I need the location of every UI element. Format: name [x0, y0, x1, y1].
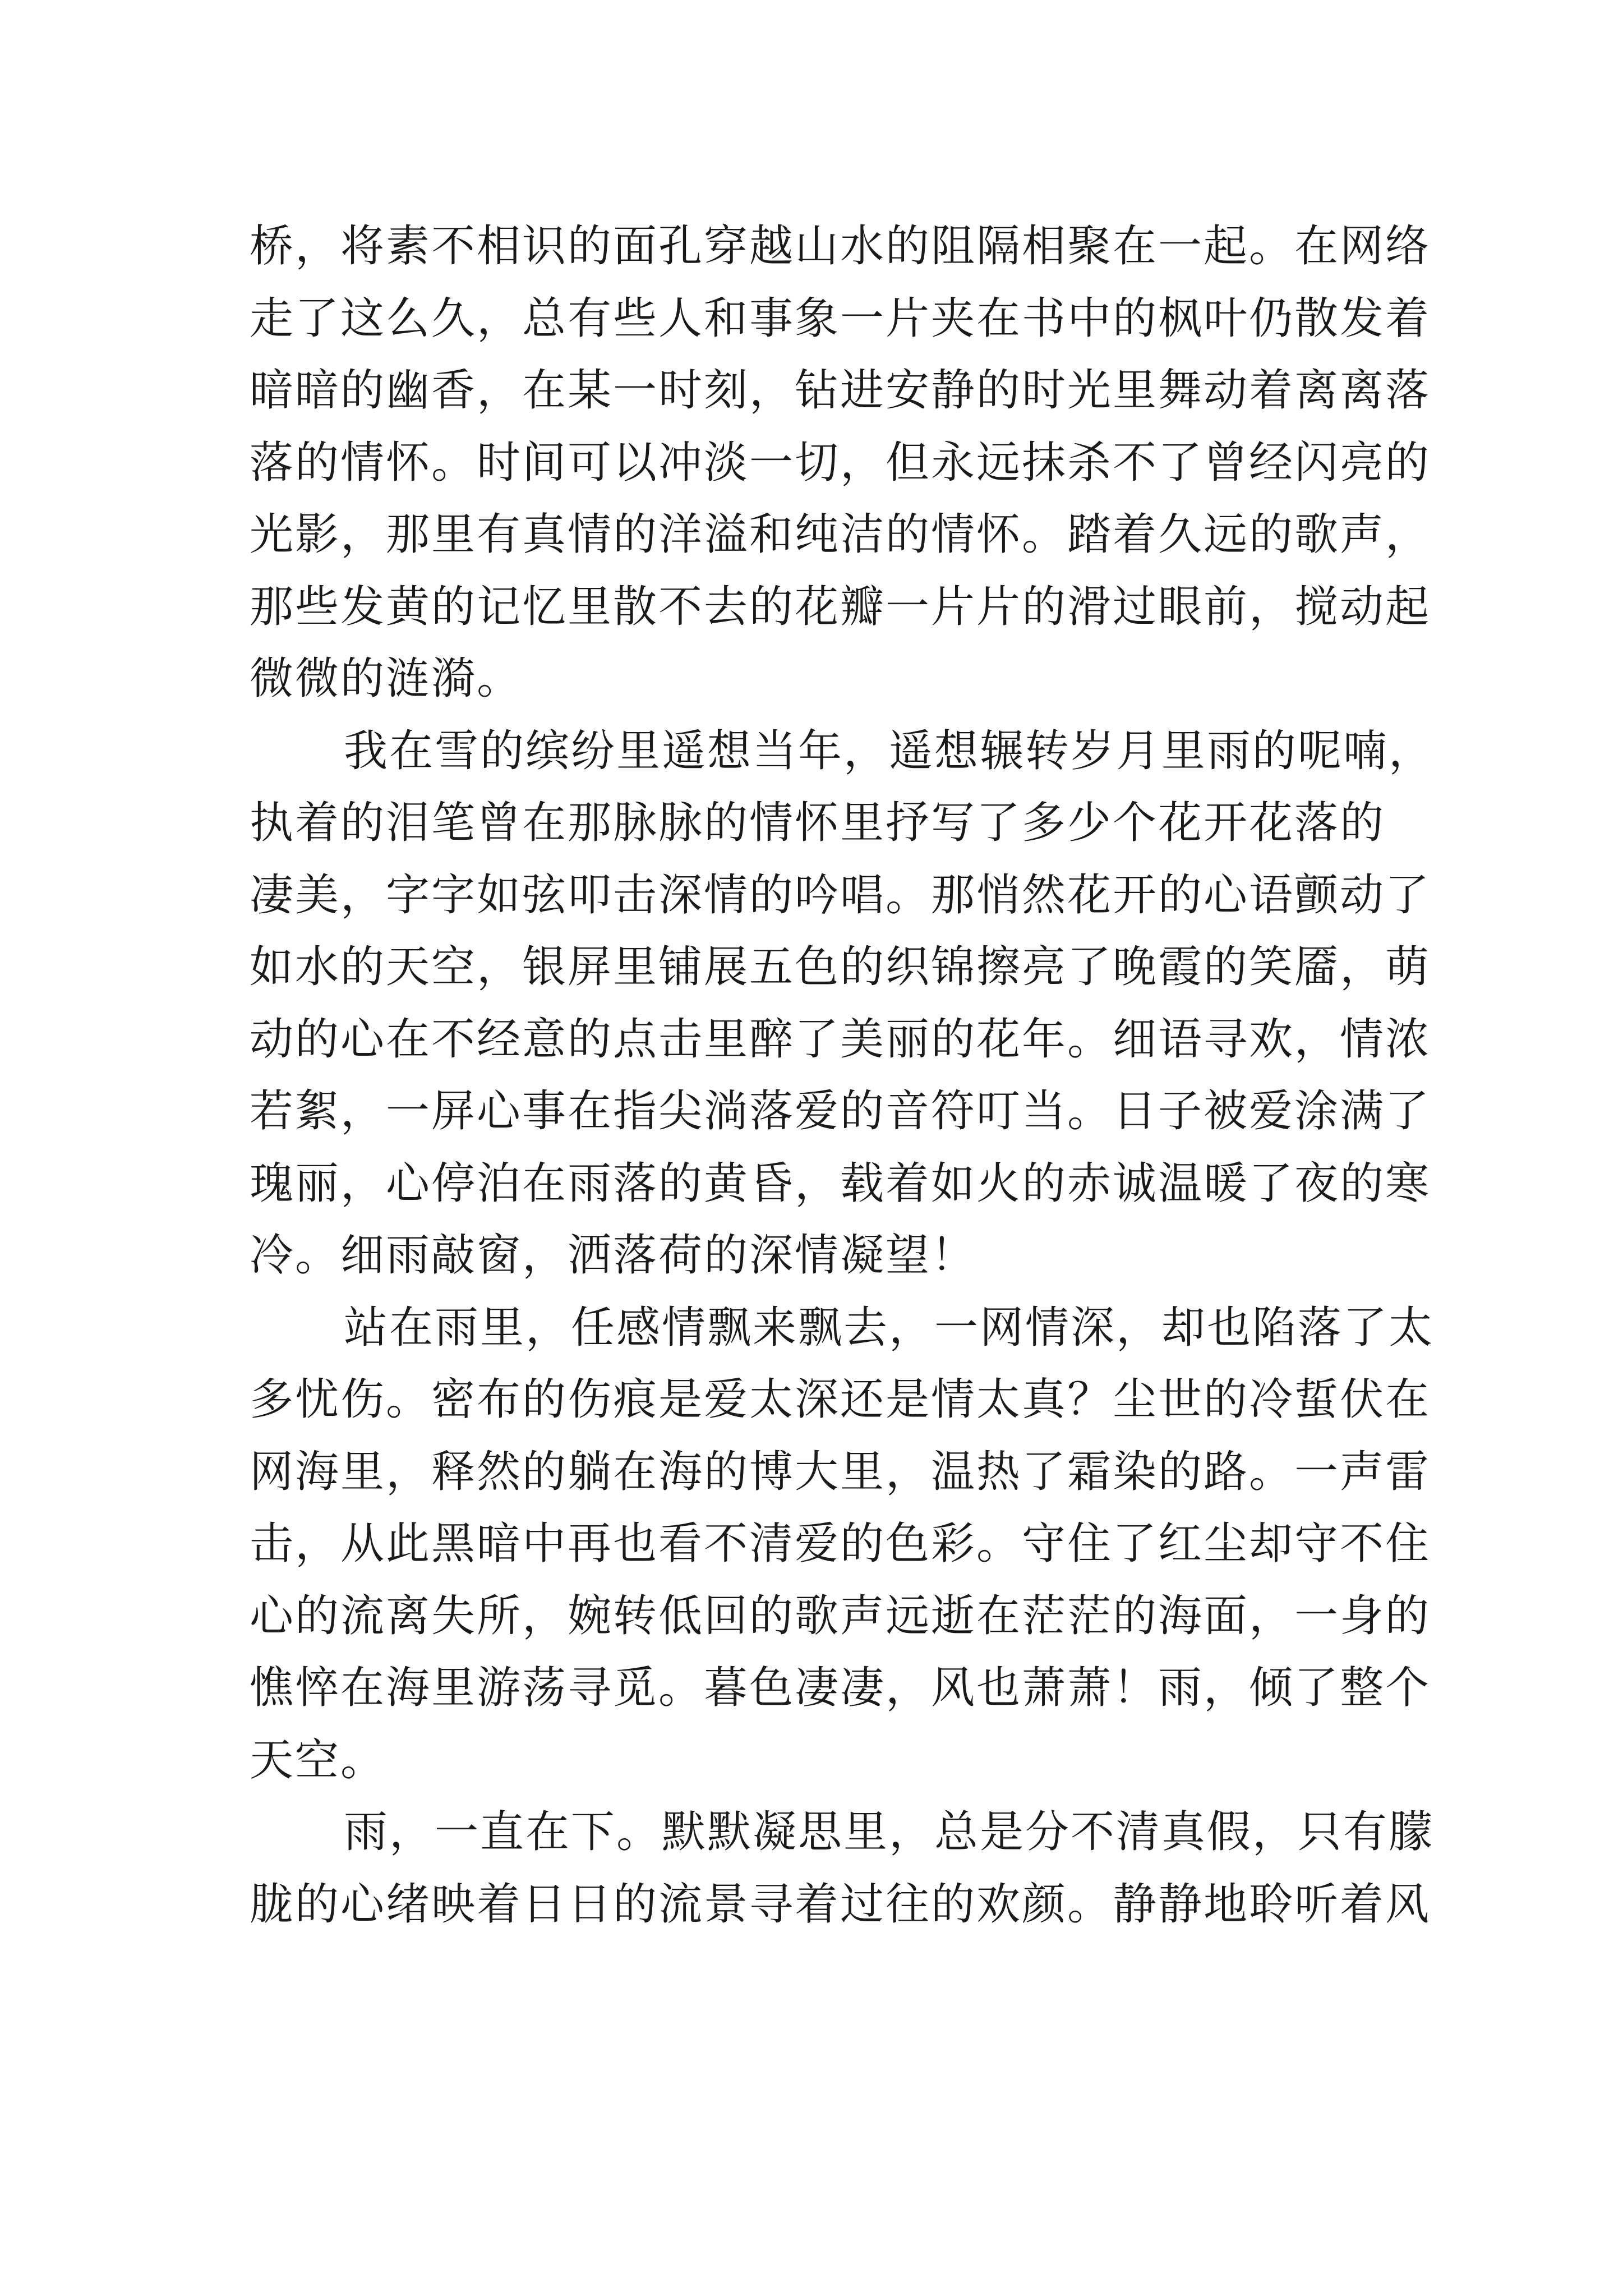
- text-line: 站在雨里，任感情飘来飘去，一网情深，却也陷落了太: [344, 1302, 1435, 1353]
- text-line: 落的情怀。时间可以冲淡一切，但永远抹杀不了曾经闪亮的: [250, 437, 1431, 488]
- text-line: 执着的泪笔曾在那脉脉的情怀里抒写了多少个花开花落的: [250, 798, 1386, 848]
- text-line: 憔悴在海里游荡寻觅。暮色凄凄，风也萧萧！雨，倾了整个: [250, 1663, 1431, 1713]
- text-line: 多忧伤。密布的伤痕是爱太深还是情太真？尘世的冷蜇伏在: [250, 1374, 1431, 1425]
- text-line: 网海里，释然的躺在海的博大里，温热了霜染的路。一声雷: [250, 1446, 1431, 1497]
- text-line: 我在雪的缤纷里遥想当年，遥想辗转岁月里雨的呢喃，: [344, 725, 1435, 776]
- text-line: 凄美，字字如弦叩击深情的吟唱。那悄然花开的心语颤动了: [250, 869, 1431, 921]
- text-line: 微微的涟漪。: [250, 654, 523, 704]
- document-body: [250, 210, 1435, 1940]
- text-line: 冷。细雨敲窗，洒落荷的深情凝望！: [250, 1230, 977, 1281]
- text-line: 动的心在不经意的点击里醉了美丽的花年。细语寻欢，情浓: [250, 1014, 1431, 1065]
- paragraph-1: [250, 210, 1431, 715]
- text-line: 如水的天空，银屏里铺展五色的织锦擦亮了晚霞的笑靥，萌: [250, 942, 1431, 992]
- text-line: 走了这么久，总有些人和事象一片夹在书中的枫叶仍散发着: [250, 293, 1431, 344]
- text-line: 那些发黄的记忆里散不去的花瓣一片片的滑过眼前，搅动起: [250, 581, 1431, 632]
- text-line: 心的流离失所，婉转低回的歌声远逝在茫茫的海面，一身的: [250, 1590, 1431, 1641]
- text-line: 击，从此黑暗中再也看不清爱的色彩。守住了红尘却守不住: [250, 1519, 1431, 1569]
- text-line: 胧的心绪映着日日的流景寻着过往的欢颜。静静地聆听着风: [250, 1879, 1431, 1930]
- text-line: 暗暗的幽香，在某一时刻，钻进安静的时光里舞动着离离落: [250, 365, 1431, 416]
- text-line: 瑰丽，心停泊在雨落的黄昏，载着如火的赤诚温暖了夜的寒: [250, 1158, 1431, 1209]
- text-line: 桥，将素不相识的面孔穿越山水的阻隔相聚在一起。在网络: [250, 221, 1431, 272]
- paragraph-4: [250, 1796, 1435, 1940]
- paragraph-3: [250, 1292, 1435, 1797]
- text-line: 若絮，一屏心事在指尖淌落爱的音符叮当。日子被爱涂满了: [250, 1086, 1431, 1137]
- paragraph-2: [250, 715, 1435, 1292]
- text-line: 雨，一直在下。默默凝思里，总是分不清真假，只有朦: [344, 1807, 1435, 1857]
- text-line: 天空。: [250, 1734, 386, 1786]
- text-line: 光影，那里有真情的洋溢和纯洁的情怀。踏着久远的歌声，: [250, 509, 1431, 560]
